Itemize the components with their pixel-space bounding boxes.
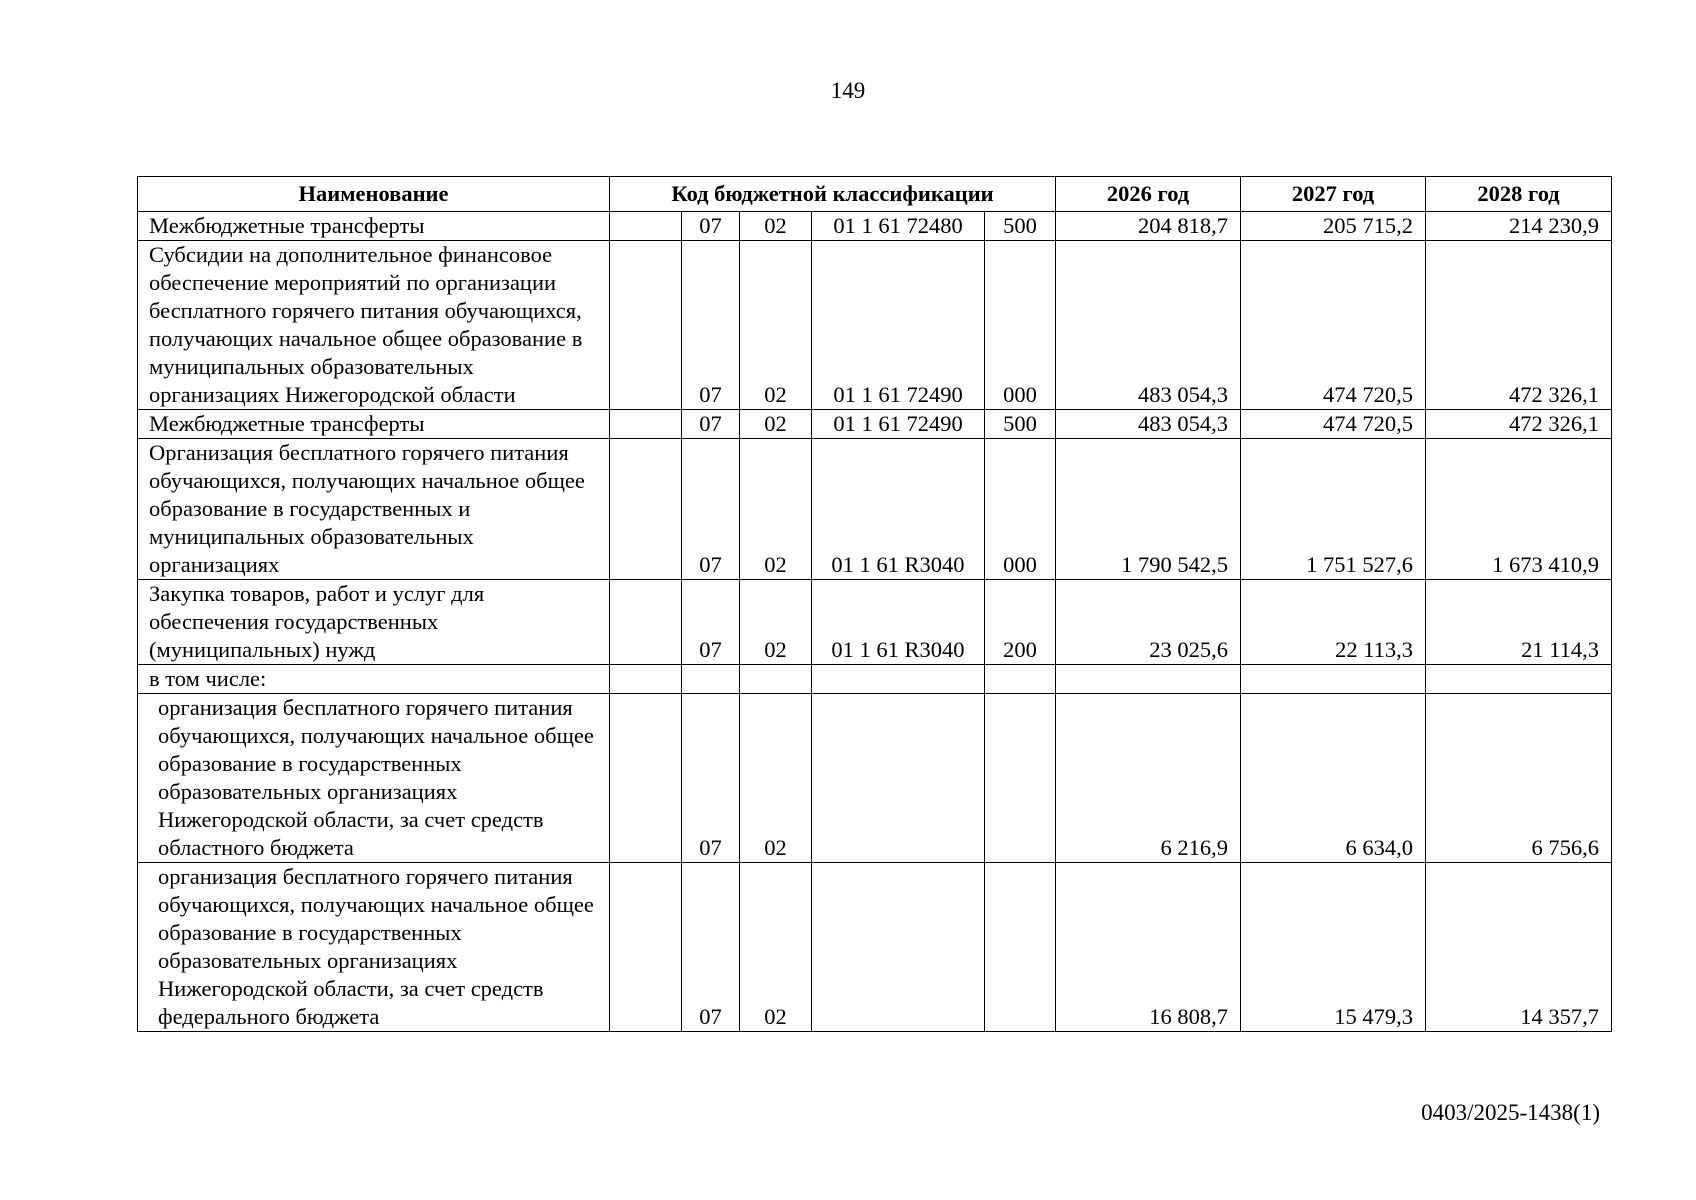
table-row xyxy=(138,665,1612,694)
row-name: организация бесплатного горячего питания обучающихся, получающих начальное общее образование в государственных образовательных организациях Нижегородской области, за счет средств областного бюджета xyxy=(138,694,610,863)
row-value-2026: 6 216,9 xyxy=(1056,694,1241,863)
row-code-type: 500 xyxy=(985,212,1056,241)
table-row xyxy=(138,694,1612,863)
row-value-2027: 474 720,5 xyxy=(1241,241,1426,410)
header-2027: 2027 год xyxy=(1241,177,1426,212)
header-2026: 2026 год xyxy=(1056,177,1241,212)
row-code-1 xyxy=(610,665,682,694)
row-value-2026: 1 790 542,5 xyxy=(1056,439,1241,580)
row-code-type xyxy=(985,665,1056,694)
row-name: Организация бесплатного горячего питания обучающихся, получающих начальное общее образование в государственных и муниципальных образовательных организациях xyxy=(138,439,610,580)
row-value-2028: 14 357,7 xyxy=(1426,863,1612,1032)
table-row xyxy=(138,580,1612,665)
row-name: Закупка товаров, работ и услуг для обеспечения государственных (муниципальных) нужд xyxy=(138,580,610,665)
header-2028: 2028 год xyxy=(1426,177,1612,212)
header-name: Наименование xyxy=(138,177,610,212)
table-header-row xyxy=(138,177,1612,212)
row-code-section: 07 xyxy=(682,212,740,241)
row-value-2026: 483 054,3 xyxy=(1056,410,1241,439)
row-code-1 xyxy=(610,439,682,580)
row-code-type: 000 xyxy=(985,439,1056,580)
row-code-target: 01 1 61 R3040 xyxy=(812,580,985,665)
header-code: Код бюджетной классификации xyxy=(610,177,1056,212)
row-code-target xyxy=(812,694,985,863)
row-code-1 xyxy=(610,241,682,410)
row-value-2026: 16 808,7 xyxy=(1056,863,1241,1032)
row-name: Межбюджетные трансферты xyxy=(138,212,610,241)
row-code-section: 07 xyxy=(682,410,740,439)
row-name: Субсидии на дополнительное финансовое обеспечение мероприятий по организации бесплатного горячего питания обучающихся, получающих начальное общее образование в муниципальных образовательных организациях Нижегородской области xyxy=(138,241,610,410)
table-row xyxy=(138,212,1612,241)
row-code-section: 07 xyxy=(682,694,740,863)
row-name: Межбюджетные трансферты xyxy=(138,410,610,439)
row-value-2026 xyxy=(1056,665,1241,694)
row-value-2027: 22 113,3 xyxy=(1241,580,1426,665)
row-value-2027: 6 634,0 xyxy=(1241,694,1426,863)
row-code-subsection: 02 xyxy=(740,241,812,410)
row-value-2027 xyxy=(1241,665,1426,694)
row-code-target: 01 1 61 R3040 xyxy=(812,439,985,580)
row-code-target: 01 1 61 72490 xyxy=(812,241,985,410)
row-code-1 xyxy=(610,694,682,863)
row-value-2026: 204 818,7 xyxy=(1056,212,1241,241)
row-code-1 xyxy=(610,212,682,241)
table-row xyxy=(138,863,1612,1032)
table-row xyxy=(138,439,1612,580)
row-code-subsection: 02 xyxy=(740,410,812,439)
row-value-2026: 483 054,3 xyxy=(1056,241,1241,410)
row-code-target: 01 1 61 72490 xyxy=(812,410,985,439)
table-row xyxy=(138,241,1612,410)
row-code-subsection: 02 xyxy=(740,694,812,863)
row-code-type xyxy=(985,863,1056,1032)
page-number: 149 xyxy=(830,78,866,103)
row-code-type: 000 xyxy=(985,241,1056,410)
row-code-type: 500 xyxy=(985,410,1056,439)
row-code-subsection: 02 xyxy=(740,212,812,241)
document-code: 0403/2025-1438(1) xyxy=(1421,1100,1600,1125)
row-value-2028 xyxy=(1426,665,1612,694)
row-code-subsection: 02 xyxy=(740,439,812,580)
row-code-subsection: 02 xyxy=(740,580,812,665)
table-row xyxy=(138,410,1612,439)
row-code-1 xyxy=(610,580,682,665)
row-code-section: 07 xyxy=(682,863,740,1032)
row-code-1 xyxy=(610,863,682,1032)
row-code-subsection xyxy=(740,665,812,694)
row-code-type xyxy=(985,694,1056,863)
row-value-2028: 21 114,3 xyxy=(1426,580,1612,665)
row-value-2028: 214 230,9 xyxy=(1426,212,1612,241)
row-value-2027: 205 715,2 xyxy=(1241,212,1426,241)
row-value-2027: 1 751 527,6 xyxy=(1241,439,1426,580)
row-value-2027: 15 479,3 xyxy=(1241,863,1426,1032)
row-value-2028: 472 326,1 xyxy=(1426,241,1612,410)
row-code-target xyxy=(812,665,985,694)
row-name: в том числе: xyxy=(138,665,610,694)
row-value-2028: 472 326,1 xyxy=(1426,410,1612,439)
row-code-type: 200 xyxy=(985,580,1056,665)
row-value-2026: 23 025,6 xyxy=(1056,580,1241,665)
row-code-section: 07 xyxy=(682,439,740,580)
row-name: организация бесплатного горячего питания обучающихся, получающих начальное общее образование в государственных образовательных организациях Нижегородской области, за счет средств федерального бюджета xyxy=(138,863,610,1032)
row-value-2028: 6 756,6 xyxy=(1426,694,1612,863)
row-code-target: 01 1 61 72480 xyxy=(812,212,985,241)
row-code-section xyxy=(682,665,740,694)
row-code-target xyxy=(812,863,985,1032)
row-code-subsection: 02 xyxy=(740,863,812,1032)
row-code-section: 07 xyxy=(682,241,740,410)
row-code-section: 07 xyxy=(682,580,740,665)
row-value-2027: 474 720,5 xyxy=(1241,410,1426,439)
row-code-1 xyxy=(610,410,682,439)
budget-table xyxy=(137,176,1612,1032)
row-value-2028: 1 673 410,9 xyxy=(1426,439,1612,580)
